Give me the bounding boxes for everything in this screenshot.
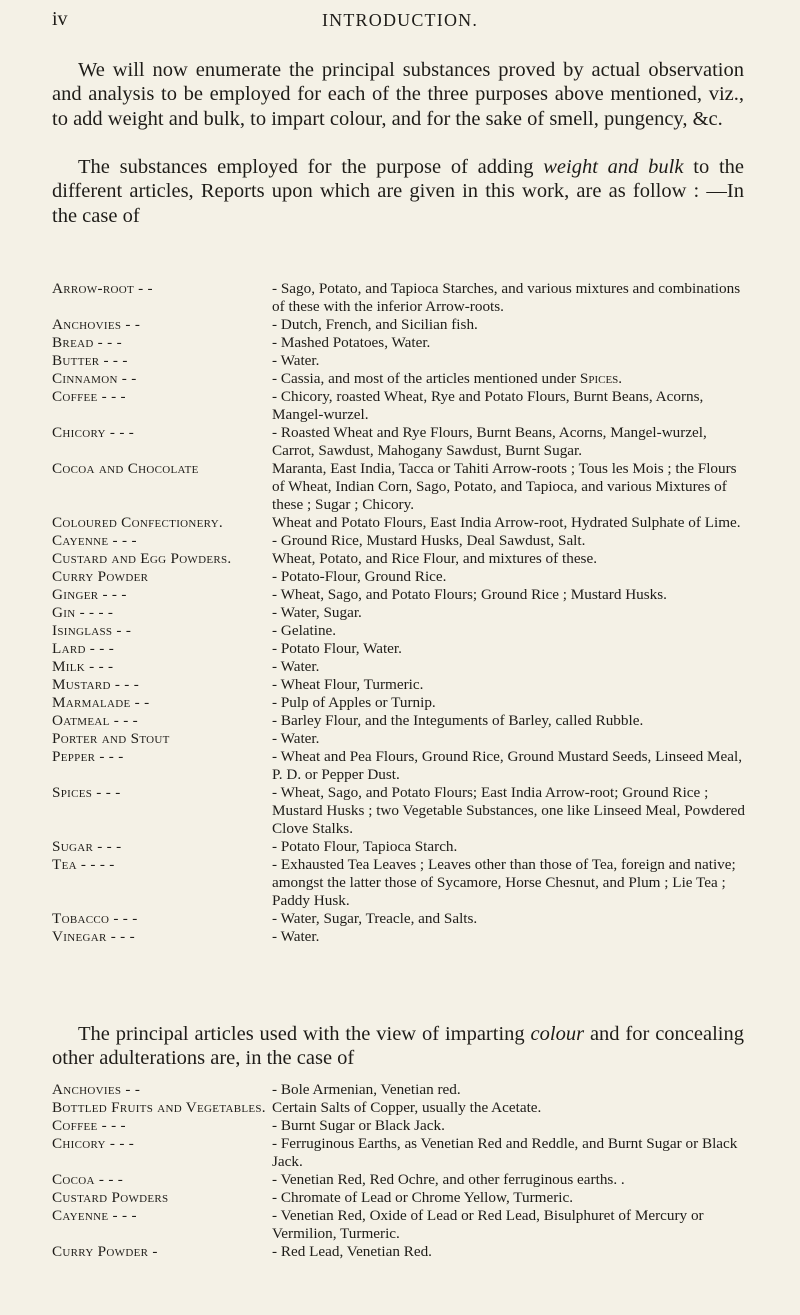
adulterants: - Roasted Wheat and Rye Flours, Burnt Beans, Acorns, Mangel-wurzel, Carrot, Sawdust, Mahogany Sawdust, Burnt Sugar. <box>272 424 707 459</box>
weight-intro-before: The substances employed for the purpose of adding <box>78 156 544 178</box>
adulterants: - Chicory, roasted Wheat, Rye and Potato Flours, Burnt Beans, Acorns, Mangel-wurzel. <box>272 388 704 423</box>
article-name: Bread - - - <box>52 334 122 351</box>
article-name: Isinglass - - <box>52 622 132 639</box>
list-item <box>52 838 752 856</box>
adulterants: - Potato-Flour, Ground Rice. <box>272 568 447 585</box>
list-item <box>52 1189 752 1207</box>
article-name: Anchovies - - <box>52 316 141 333</box>
colour-intro-before: The principal articles used with the view of imparting <box>78 1023 531 1045</box>
adulterants: - Wheat Flour, Turmeric. <box>272 676 424 693</box>
article-name: Bottled Fruits and Vegetables. <box>52 1099 266 1116</box>
article-name: Coffee - - - <box>52 388 126 405</box>
list-item <box>52 622 752 640</box>
list-item <box>52 1207 752 1243</box>
list-item <box>52 694 752 712</box>
list-item <box>52 748 752 784</box>
list-item <box>52 370 752 388</box>
weight-intro-after: to the different articles, Reports upon which are given in this work, are as follow : —In the case of <box>52 156 745 227</box>
list-item <box>52 730 752 748</box>
weight-intro-paragraph <box>52 155 744 228</box>
list-item <box>52 1099 752 1117</box>
adulterants: - Dutch, French, and Sicilian fish. <box>272 316 478 333</box>
article-name: Milk - - - <box>52 658 114 675</box>
adulterants: - Pulp of Apples or Turnip. <box>272 694 436 711</box>
intro-text: We will now enumerate the principal substances proved by actual observation and analysis to be employed for each of the three purposes above mentioned, viz., to add weight and bulk, to impart colour, and for the sake of smell, pungency, &c. <box>52 59 744 130</box>
list-item <box>52 1243 752 1261</box>
list-item <box>52 316 752 334</box>
adulterants: Wheat and Potato Flours, East India Arrow-root, Hydrated Sulphate of Lime. <box>272 514 741 531</box>
article-name: Cinnamon - - <box>52 370 137 387</box>
article-name: Curry Powder - <box>52 1243 158 1260</box>
article-name: Mustard - - - <box>52 676 140 693</box>
article-name: Anchovies - - <box>52 1081 141 1098</box>
colour-intro-emphasis: colour <box>530 1023 585 1045</box>
list-item <box>52 586 752 604</box>
list-item <box>52 784 752 838</box>
article-name: Ginger - - - <box>52 586 127 603</box>
list-item <box>52 568 752 586</box>
adulterants: - Ground Rice, Mustard Husks, Deal Sawdust, Salt. <box>272 532 586 549</box>
list-item <box>52 532 752 550</box>
running-title: INTRODUCTION. <box>321 10 479 30</box>
list-item <box>52 388 752 424</box>
adulterants: - Red Lead, Venetian Red. <box>272 1243 432 1260</box>
adulterants: - Sago, Potato, and Tapioca Starches, and various mixtures and combinations of these with the inferior Arrow-roots. <box>272 280 741 315</box>
article-name: Butter - - - <box>52 352 128 369</box>
article-name: Marmalade - - <box>52 694 150 711</box>
list-item <box>52 1117 752 1135</box>
article-name: Vinegar - - - <box>52 928 135 945</box>
article-name: Lard - - - <box>52 640 115 657</box>
adulterants: - Ferruginous Earths, as Venetian Red and Reddle, and Burnt Sugar or Black Jack. <box>272 1135 738 1170</box>
list-item <box>52 1081 752 1099</box>
adulterants: - Chromate of Lead or Chrome Yellow, Turmeric. <box>272 1189 574 1206</box>
list-item <box>52 1171 752 1189</box>
article-name: Porter and Stout <box>52 730 170 747</box>
adulterants: - Exhausted Tea Leaves ; Leaves other than those of Tea, foreign and native; amongst the latter those of Sycamore, Horse Chesnut, and Plum ; Lie Tea ; Paddy Husk. <box>272 856 736 909</box>
adulterants: - Gelatine. <box>272 622 337 639</box>
adulterants: - Wheat, Sago, and Potato Flours; Ground Rice ; Mustard Husks. <box>272 586 667 603</box>
adulterants: - Bole Armenian, Venetian red. <box>272 1081 461 1098</box>
article-name: Custard Powders <box>52 1189 169 1206</box>
adulterants: - Wheat and Pea Flours, Ground Rice, Ground Mustard Seeds, Linseed Meal, P. D. or Pepper Dust. <box>272 748 743 783</box>
list-item <box>52 1135 752 1171</box>
list-item <box>52 352 752 370</box>
spices-reference: Spices. <box>579 370 623 387</box>
list-item <box>52 280 752 316</box>
adulterants: - Water. <box>272 658 320 675</box>
adulterants: - Venetian Red, Oxide of Lead or Red Lead, Bisulphuret of Mercury or Vermilion, Turmeric. <box>272 1207 704 1242</box>
weight-adulterants-list <box>52 280 752 946</box>
intro-paragraph <box>52 58 744 131</box>
article-name: Oatmeal - - - <box>52 712 139 729</box>
adulterants: Maranta, East India, Tacca or Tahiti Arrow-roots ; Tous les Mois ; the Flours of Wheat, Indian Corn, Sago, Potato, and Tapioca, and various Mixtures of these ; Sugar ; Chicory. <box>272 460 737 513</box>
article-name: Cayenne - - - <box>52 1207 137 1224</box>
list-item <box>52 550 752 568</box>
adulterants-text: - Cassia, and most of the articles mentioned under <box>272 370 577 387</box>
adulterants: - Water. <box>272 730 320 747</box>
article-name: Tobacco - - - <box>52 910 138 927</box>
colour-adulterants-list <box>52 1081 752 1261</box>
adulterants: - Burnt Sugar or Black Jack. <box>272 1117 445 1134</box>
article-name: Custard and Egg Powders. <box>52 550 232 567</box>
article-name: Arrow-root - - <box>52 280 153 297</box>
adulterants <box>272 370 752 388</box>
list-item <box>52 604 752 622</box>
article-name: Gin - - - - <box>52 604 114 621</box>
adulterants: - Water, Sugar, Treacle, and Salts. <box>272 910 478 927</box>
adulterants: - Barley Flour, and the Integuments of Barley, called Rubble. <box>272 712 644 729</box>
list-item <box>52 910 752 928</box>
adulterants: - Venetian Red, Red Ochre, and other ferruginous earths. . <box>272 1171 625 1188</box>
article-name: Chicory - - - <box>52 424 135 441</box>
page-header <box>0 6 800 34</box>
article-name: Coloured Confectionery. <box>52 514 224 531</box>
article-name: Sugar - - - <box>52 838 122 855</box>
article-name: Coffee - - - <box>52 1117 126 1134</box>
list-item <box>52 856 752 910</box>
adulterants: - Water, Sugar. <box>272 604 362 621</box>
list-item <box>52 334 752 352</box>
list-item <box>52 460 752 514</box>
adulterants: - Wheat, Sago, and Potato Flours; East India Arrow-root; Ground Rice ; Mustard Husks ; two Vegetable Substances, one like Linseed Meal, Powdered Clove Stalks. <box>272 784 745 837</box>
colour-intro-paragraph <box>52 1022 744 1071</box>
colour-intro-after: and for concealing other adulterations are, in the case of <box>52 1023 744 1070</box>
list-item <box>52 658 752 676</box>
article-name: Spices - - - <box>52 784 121 801</box>
page-number: iv <box>52 8 68 30</box>
article-name: Curry Powder <box>52 568 149 585</box>
article-name: Tea - - - - <box>52 856 115 873</box>
adulterants: - Mashed Potatoes, Water. <box>272 334 431 351</box>
adulterants: Certain Salts of Copper, usually the Acetate. <box>272 1099 542 1116</box>
adulterants: - Potato Flour, Water. <box>272 640 402 657</box>
list-item <box>52 676 752 694</box>
list-item <box>52 928 752 946</box>
list-item <box>52 712 752 730</box>
article-name: Cocoa - - - <box>52 1171 124 1188</box>
article-name: Cocoa and Chocolate <box>52 460 199 477</box>
list-item <box>52 514 752 532</box>
article-name: Pepper - - - <box>52 748 124 765</box>
adulterants: Wheat, Potato, and Rice Flour, and mixtures of these. <box>272 550 598 567</box>
adulterants: - Potato Flour, Tapioca Starch. <box>272 838 458 855</box>
article-name: Cayenne - - - <box>52 532 137 549</box>
list-item <box>52 424 752 460</box>
weight-intro-emphasis: weight and bulk <box>543 156 684 178</box>
list-item <box>52 640 752 658</box>
adulterants: - Water. <box>272 928 320 945</box>
article-name: Chicory - - - <box>52 1135 135 1152</box>
adulterants: - Water. <box>272 352 320 369</box>
